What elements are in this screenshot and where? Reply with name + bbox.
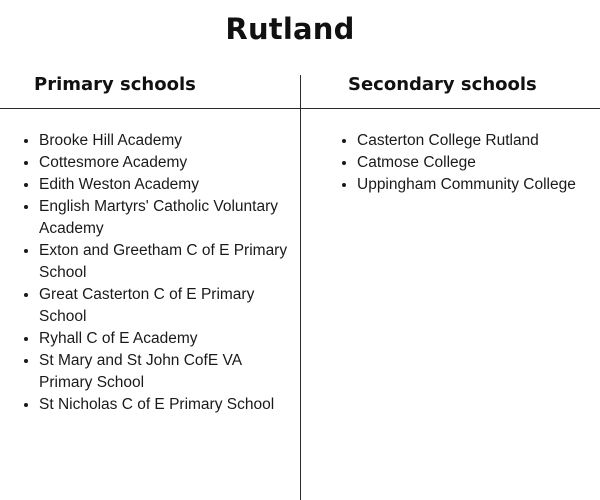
list-item: Catmose College [340, 152, 595, 174]
list-item: Great Casterton C of E Primary School [22, 284, 294, 328]
secondary-schools-heading: Secondary schools [348, 74, 537, 95]
list-item: St Nicholas C of E Primary School [22, 394, 294, 416]
list-item: Brooke Hill Academy [22, 130, 294, 152]
list-item: Exton and Greetham C of E Primary School [22, 240, 294, 284]
list-item: English Martyrs' Catholic Voluntary Academy [22, 196, 294, 240]
secondary-schools-list [340, 130, 595, 196]
list-item: Ryhall C of E Academy [22, 328, 294, 350]
column-divider [300, 75, 301, 500]
list-item: Uppingham Community College [340, 174, 595, 196]
list-item: Cottesmore Academy [22, 152, 294, 174]
list-item: St Mary and St John CofE VA Primary School [22, 350, 294, 394]
primary-schools-list [22, 130, 294, 416]
list-item: Edith Weston Academy [22, 174, 294, 196]
page-title: Rutland [225, 12, 355, 46]
list-item: Casterton College Rutland [340, 130, 595, 152]
primary-schools-heading: Primary schools [34, 74, 196, 95]
